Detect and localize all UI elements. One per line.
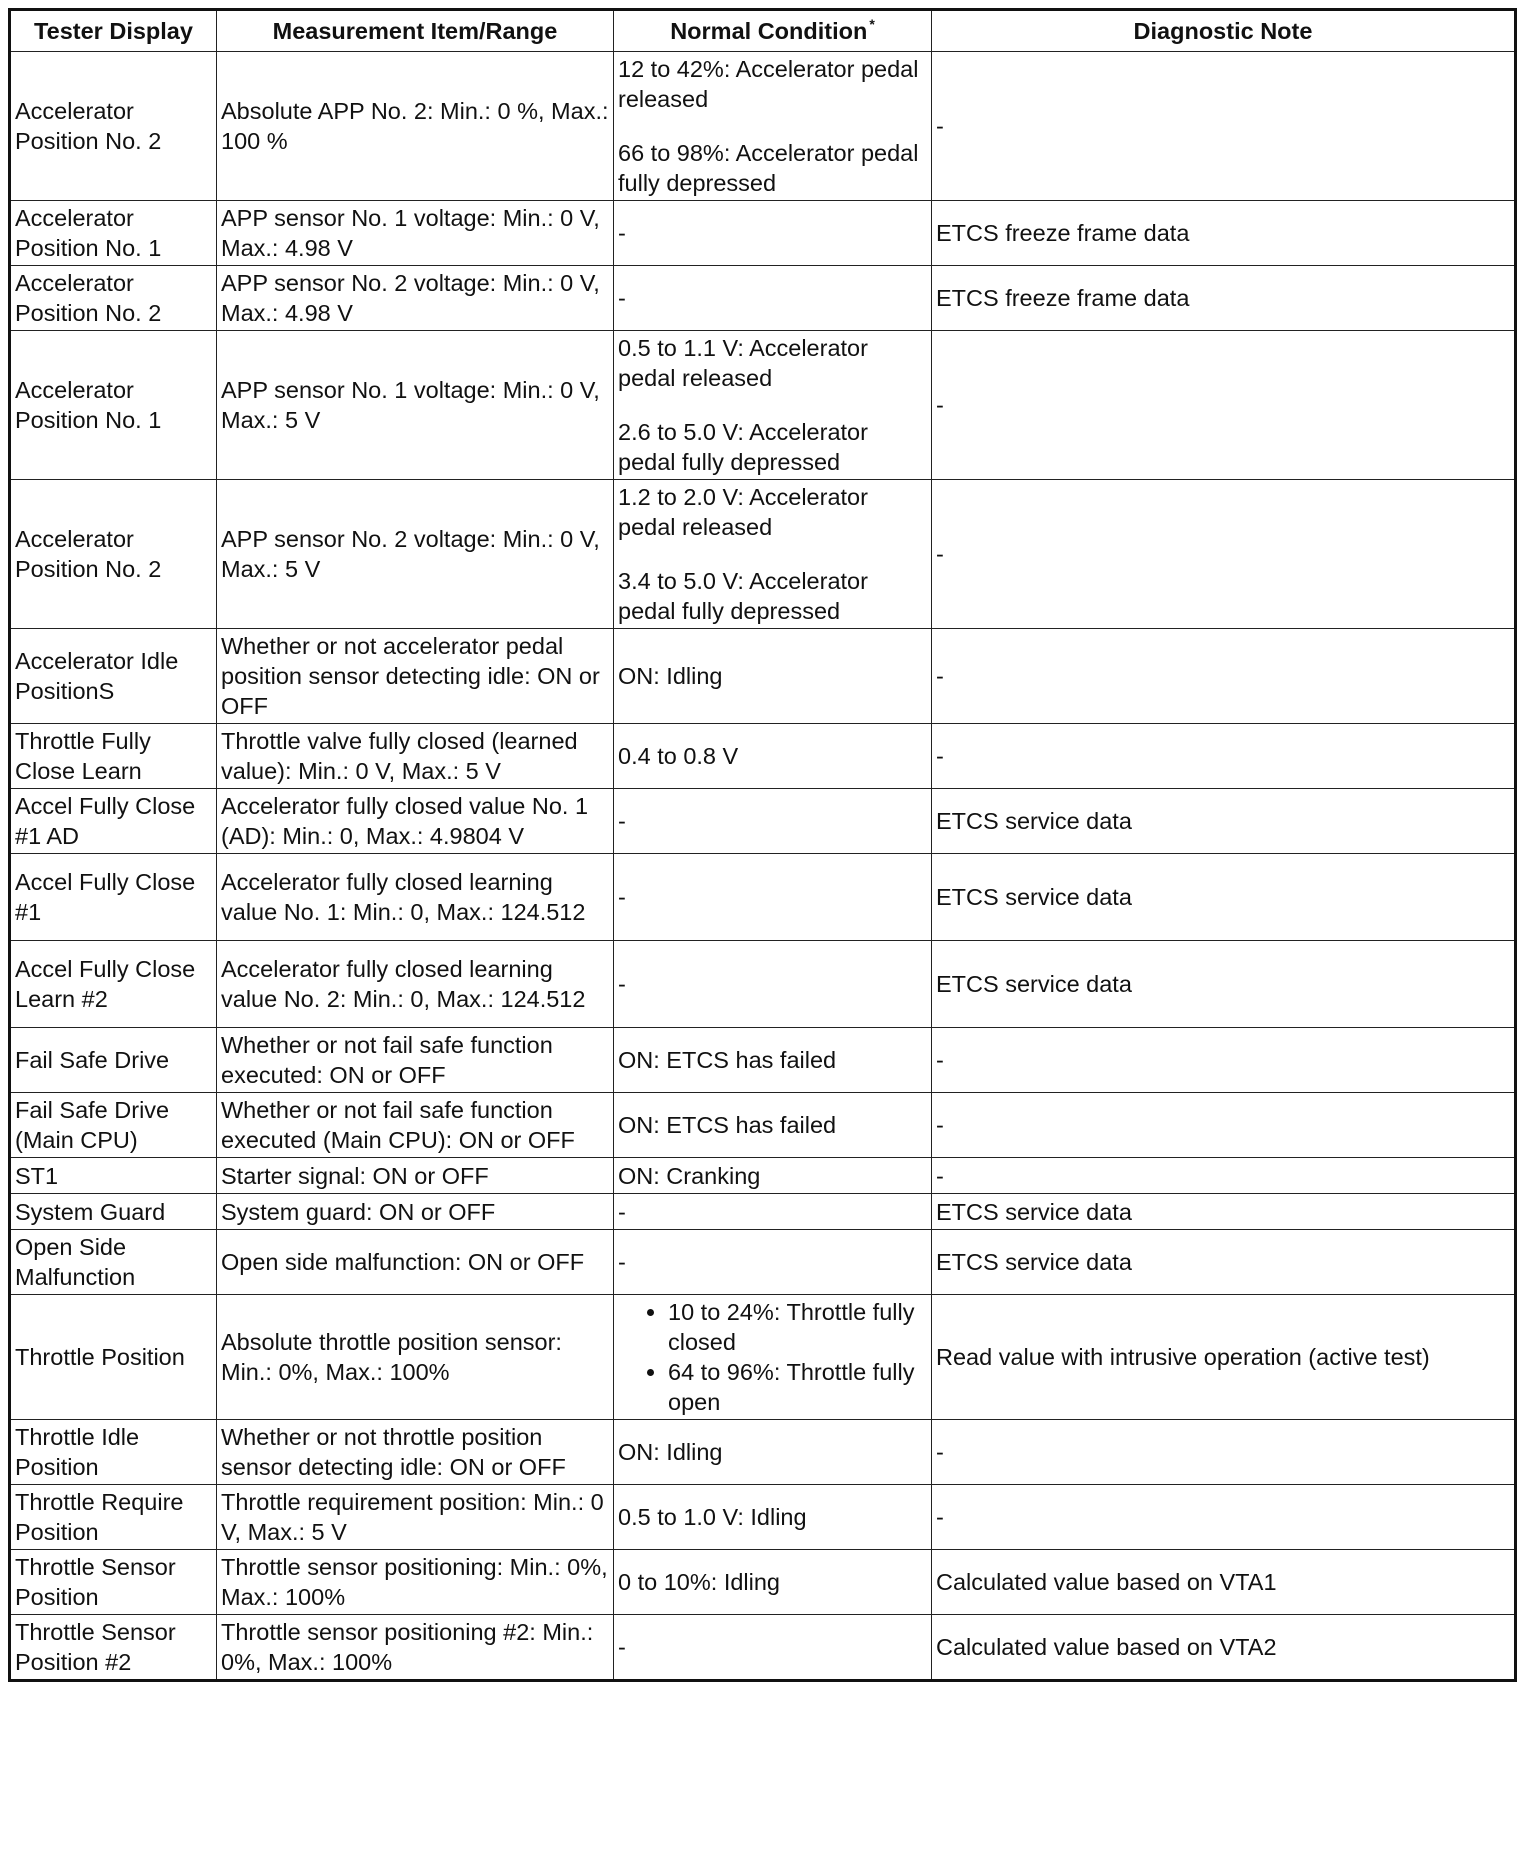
cell-diagnostic-note: ETCS service data: [932, 1194, 1516, 1230]
cell-tester-display: ST1: [10, 1158, 217, 1194]
data-list-table: [8, 8, 1517, 1682]
cell-normal-condition: [614, 1028, 932, 1093]
cell-measurement: Throttle requirement position: Min.: 0 V, Max.: 5 V: [217, 1485, 614, 1550]
header-measurement: Measurement Item/Range: [217, 10, 614, 52]
cell-tester-display: Throttle Require Position: [10, 1485, 217, 1550]
cell-tester-display: Accelerator Position No. 1: [10, 201, 217, 266]
normal-condition-text: -: [618, 884, 626, 910]
header-normal-footnote-mark: *: [869, 16, 875, 32]
cell-measurement: Absolute throttle position sensor: Min.: 0%, Max.: 100%: [217, 1295, 614, 1420]
cell-normal-condition: [614, 629, 932, 724]
cell-diagnostic-note: -: [932, 1158, 1516, 1194]
table-row: [10, 1550, 1516, 1615]
normal-condition-text: 0.4 to 0.8 V: [618, 743, 739, 769]
cell-tester-display: System Guard: [10, 1194, 217, 1230]
cell-diagnostic-note: -: [932, 480, 1516, 629]
cell-tester-display: Accelerator Position No. 2: [10, 266, 217, 331]
cell-tester-display: Accelerator Position No. 1: [10, 331, 217, 480]
cell-measurement: APP sensor No. 1 voltage: Min.: 0 V, Max.: 4.98 V: [217, 201, 614, 266]
normal-condition-text: 1.2 to 2.0 V: Accelerator pedal released: [618, 484, 868, 540]
cell-diagnostic-note: -: [932, 629, 1516, 724]
header-diagnostic-note: Diagnostic Note: [932, 10, 1516, 52]
cell-tester-display: Accel Fully Close #1 AD: [10, 789, 217, 854]
table-row: [10, 941, 1516, 1028]
cell-tester-display: Accelerator Position No. 2: [10, 52, 217, 201]
table-row: [10, 854, 1516, 941]
cell-diagnostic-note: -: [932, 724, 1516, 789]
cell-tester-display: Accelerator Position No. 2: [10, 480, 217, 629]
normal-condition-text: 0.5 to 1.1 V: Accelerator pedal released: [618, 335, 868, 391]
table-row: [10, 1093, 1516, 1158]
cell-diagnostic-note: -: [932, 52, 1516, 201]
table-row: [10, 724, 1516, 789]
normal-condition-text: 12 to 42%: Accelerator pedal released: [618, 56, 919, 112]
cell-diagnostic-note: ETCS service data: [932, 1230, 1516, 1295]
cell-measurement: Open side malfunction: ON or OFF: [217, 1230, 614, 1295]
cell-measurement: Accelerator fully closed learning value No. 2: Min.: 0, Max.: 124.512: [217, 941, 614, 1028]
cell-diagnostic-note: ETCS service data: [932, 854, 1516, 941]
normal-condition-text: 0 to 10%: Idling: [618, 1569, 780, 1595]
cell-measurement: Whether or not throttle position sensor detecting idle: ON or OFF: [217, 1420, 614, 1485]
table-row: [10, 480, 1516, 629]
cell-tester-display: Fail Safe Drive: [10, 1028, 217, 1093]
table-body: [10, 52, 1516, 1681]
cell-normal-condition: [614, 1158, 932, 1194]
table-row: [10, 331, 1516, 480]
cell-measurement: APP sensor No. 2 voltage: Min.: 0 V, Max.: 4.98 V: [217, 266, 614, 331]
cell-normal-condition: [614, 1550, 932, 1615]
list-item: • 10 to 24%: Throttle fully closed: [668, 1297, 927, 1357]
cell-diagnostic-note: -: [932, 1420, 1516, 1485]
cell-tester-display: Throttle Position: [10, 1295, 217, 1420]
list-item: • 64 to 96%: Throttle fully open: [668, 1357, 927, 1417]
table-row: [10, 1028, 1516, 1093]
normal-condition-text: ON: ETCS has failed: [618, 1112, 837, 1138]
cell-normal-condition: [614, 266, 932, 331]
cell-diagnostic-note: ETCS freeze frame data: [932, 201, 1516, 266]
table-row: [10, 789, 1516, 854]
table-row: [10, 1295, 1516, 1420]
cell-normal-condition: [614, 1230, 932, 1295]
cell-measurement: Starter signal: ON or OFF: [217, 1158, 614, 1194]
cell-normal-condition: [614, 724, 932, 789]
normal-condition-text: -: [618, 1198, 626, 1225]
cell-measurement: Accelerator fully closed value No. 1 (AD): Min.: 0, Max.: 4.9804 V: [217, 789, 614, 854]
normal-condition-list: [618, 1297, 927, 1417]
table-row: [10, 201, 1516, 266]
cell-measurement: Accelerator fully closed learning value No. 1: Min.: 0, Max.: 124.512: [217, 854, 614, 941]
table-row: [10, 1194, 1516, 1230]
cell-tester-display: Throttle Sensor Position #2: [10, 1615, 217, 1681]
cell-normal-condition: [614, 941, 932, 1028]
cell-measurement: APP sensor No. 2 voltage: Min.: 0 V, Max.: 5 V: [217, 480, 614, 629]
cell-diagnostic-note: ETCS service data: [932, 789, 1516, 854]
normal-condition-text: 66 to 98%: Accelerator pedal fully depressed: [618, 140, 919, 196]
cell-normal-condition: [614, 1295, 932, 1420]
cell-diagnostic-note: -: [932, 1028, 1516, 1093]
normal-condition-text: ON: Idling: [618, 663, 723, 689]
header-normal-condition: [614, 10, 932, 52]
cell-tester-display: Accel Fully Close Learn #2: [10, 941, 217, 1028]
cell-diagnostic-note: -: [932, 1093, 1516, 1158]
cell-diagnostic-note: ETCS freeze frame data: [932, 266, 1516, 331]
cell-measurement: Throttle sensor positioning #2: Min.: 0%, Max.: 100%: [217, 1615, 614, 1681]
cell-diagnostic-note: -: [932, 1485, 1516, 1550]
cell-diagnostic-note: -: [932, 331, 1516, 480]
table-row: [10, 1230, 1516, 1295]
cell-tester-display: Throttle Idle Position: [10, 1420, 217, 1485]
cell-diagnostic-note: Calculated value based on VTA2: [932, 1615, 1516, 1681]
normal-condition-text: -: [618, 808, 626, 834]
cell-tester-display: Accelerator Idle PositionS: [10, 629, 217, 724]
normal-condition-text: -: [618, 1249, 626, 1275]
cell-normal-condition: [614, 480, 932, 629]
normal-condition-text: -: [618, 1634, 626, 1660]
normal-condition-text: -: [618, 285, 626, 311]
table-row: [10, 1485, 1516, 1550]
cell-measurement: System guard: ON or OFF: [217, 1194, 614, 1230]
cell-tester-display: Accel Fully Close #1: [10, 854, 217, 941]
cell-measurement: Whether or not fail safe function executed: ON or OFF: [217, 1028, 614, 1093]
cell-tester-display: Throttle Fully Close Learn: [10, 724, 217, 789]
cell-tester-display: Throttle Sensor Position: [10, 1550, 217, 1615]
cell-measurement: Throttle valve fully closed (learned value): Min.: 0 V, Max.: 5 V: [217, 724, 614, 789]
cell-normal-condition: [614, 1485, 932, 1550]
cell-normal-condition: [614, 854, 932, 941]
table-row: [10, 266, 1516, 331]
header-normal-label: Normal Condition: [670, 18, 868, 44]
normal-condition-text: -: [618, 220, 626, 246]
normal-condition-text: ON: Cranking: [618, 1162, 761, 1189]
normal-condition-text: -: [618, 971, 626, 997]
table-row: [10, 1420, 1516, 1485]
cell-normal-condition: [614, 789, 932, 854]
cell-measurement: Whether or not accelerator pedal position sensor detecting idle: ON or OFF: [217, 629, 614, 724]
cell-measurement: Whether or not fail safe function executed (Main CPU): ON or OFF: [217, 1093, 614, 1158]
cell-diagnostic-note: Read value with intrusive operation (active test): [932, 1295, 1516, 1420]
cell-tester-display: Open Side Malfunction: [10, 1230, 217, 1295]
cell-normal-condition: [614, 331, 932, 480]
cell-normal-condition: [614, 1093, 932, 1158]
table-row: [10, 1158, 1516, 1194]
normal-condition-text: 0.5 to 1.0 V: Idling: [618, 1504, 807, 1530]
cell-measurement: Absolute APP No. 2: Min.: 0 %, Max.: 100 %: [217, 52, 614, 201]
cell-tester-display: Fail Safe Drive (Main CPU): [10, 1093, 217, 1158]
cell-diagnostic-note: Calculated value based on VTA1: [932, 1550, 1516, 1615]
normal-condition-text: 2.6 to 5.0 V: Accelerator pedal fully depressed: [618, 419, 868, 475]
cell-measurement: Throttle sensor positioning: Min.: 0%, Max.: 100%: [217, 1550, 614, 1615]
table-row: [10, 629, 1516, 724]
table-row: [10, 52, 1516, 201]
header-tester-display: Tester Display: [10, 10, 217, 52]
cell-normal-condition: [614, 1615, 932, 1681]
cell-diagnostic-note: ETCS service data: [932, 941, 1516, 1028]
cell-normal-condition: [614, 201, 932, 266]
cell-normal-condition: [614, 1194, 932, 1230]
normal-condition-text: ON: ETCS has failed: [618, 1047, 837, 1073]
cell-normal-condition: [614, 1420, 932, 1485]
normal-condition-text: ON: Idling: [618, 1439, 723, 1465]
cell-normal-condition: [614, 52, 932, 201]
table-row: [10, 1615, 1516, 1681]
normal-condition-text: 3.4 to 5.0 V: Accelerator pedal fully depressed: [618, 568, 868, 624]
cell-measurement: APP sensor No. 1 voltage: Min.: 0 V, Max.: 5 V: [217, 331, 614, 480]
header-row: [10, 10, 1516, 52]
